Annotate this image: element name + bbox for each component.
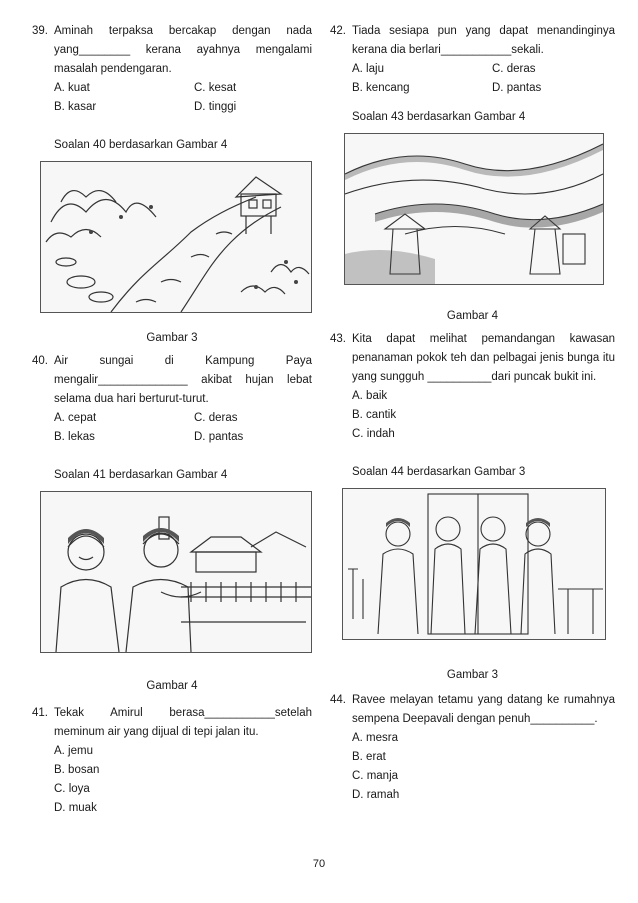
option-c: C. deras: [492, 63, 536, 75]
question-stem: Tiada sesiapa pun yang dapat menandinginya kerana dia berlari___________sekali.: [352, 25, 615, 56]
question-43: [330, 330, 615, 444]
options: [352, 387, 615, 444]
page-number: 70: [312, 858, 326, 870]
tea-sketch: [345, 134, 603, 284]
guests-sketch: [343, 489, 605, 639]
question-stem: Air sungai di Kampung Paya mengalir______________ akibat hujan lebat selama dua hari berturut-turut.: [54, 355, 312, 405]
figure-deepavali-guests: [342, 488, 606, 640]
question-stem: Aminah terpaksa bercakap dengan nada yang________ kerana ayahnya mengalami masalah pendengaran.: [54, 25, 312, 75]
option-b: B. bosan: [54, 764, 100, 776]
option-d: D. pantas: [492, 82, 542, 94]
option-c: C. indah: [352, 428, 395, 440]
option-b: B. cantik: [352, 409, 397, 421]
drink-sketch: [41, 492, 311, 652]
question-number: 42.: [330, 25, 346, 37]
question-stem: Ravee melayan tetamu yang datang ke rumahnya sempena Deepavali dengan penuh__________.: [352, 694, 615, 725]
right-column: [330, 22, 615, 805]
option-a: A. baik: [352, 390, 388, 402]
question-number: 39.: [32, 25, 48, 37]
question-number: 40.: [32, 355, 48, 367]
options: [54, 409, 312, 447]
option-c: C. kesat: [194, 82, 237, 94]
figure-caption: Gambar 4: [146, 680, 198, 692]
option-b: B. erat: [352, 751, 386, 763]
option-b: B. lekas: [54, 431, 95, 443]
question-number: 44.: [330, 694, 346, 706]
section-label-43: Soalan 43 berdasarkan Gambar 4: [352, 111, 526, 123]
figure-tea-plantation: [344, 133, 604, 285]
figure-caption: Gambar 4: [446, 310, 499, 322]
options: [54, 742, 312, 818]
option-c: C. loya: [54, 783, 90, 795]
option-a: A. mesra: [352, 732, 399, 744]
option-d: D. tinggi: [194, 101, 237, 113]
section-label-41: Soalan 41 berdasarkan Gambar 4: [54, 469, 228, 481]
figure-caption: Gambar 3: [146, 332, 198, 344]
option-a: A. cepat: [54, 412, 97, 424]
question-40: [32, 352, 312, 447]
option-a: A. jemu: [54, 745, 93, 757]
option-a: A. kuat: [54, 82, 90, 94]
option-c: C. deras: [194, 412, 238, 424]
option-b: B. kencang: [352, 82, 410, 94]
options: [352, 60, 615, 98]
option-d: D. pantas: [194, 431, 244, 443]
section-label-44: Soalan 44 berdasarkan Gambar 3: [352, 466, 526, 478]
question-number: 41.: [32, 707, 48, 719]
question-44: [330, 691, 615, 805]
option-d: D. ramah: [352, 789, 400, 801]
question-42: [330, 22, 615, 98]
river-sketch: [41, 162, 311, 312]
question-41: [32, 704, 312, 818]
option-a: A. laju: [352, 63, 384, 75]
option-b: B. kasar: [54, 101, 97, 113]
figure-river-village: [40, 161, 312, 313]
option-c: C. manja: [352, 770, 399, 782]
option-d: D. muak: [54, 802, 97, 814]
question-number: 43.: [330, 333, 346, 345]
figure-drink-stall: [40, 491, 312, 653]
question-stem: Kita dapat melihat pemandangan kawasan penanaman pokok teh dan pelbagai jenis bunga itu yang sungguh __________dari puncak bukit ini.: [352, 333, 615, 383]
figure-caption: Gambar 3: [446, 669, 499, 681]
options: [352, 729, 615, 805]
left-column: [32, 22, 312, 818]
question-39: [32, 22, 312, 117]
options: [54, 79, 312, 117]
section-label-40: Soalan 40 berdasarkan Gambar 4: [54, 139, 228, 151]
question-stem: Tekak Amirul berasa___________setelah meminum air yang dijual di tepi jalan itu.: [54, 707, 312, 738]
